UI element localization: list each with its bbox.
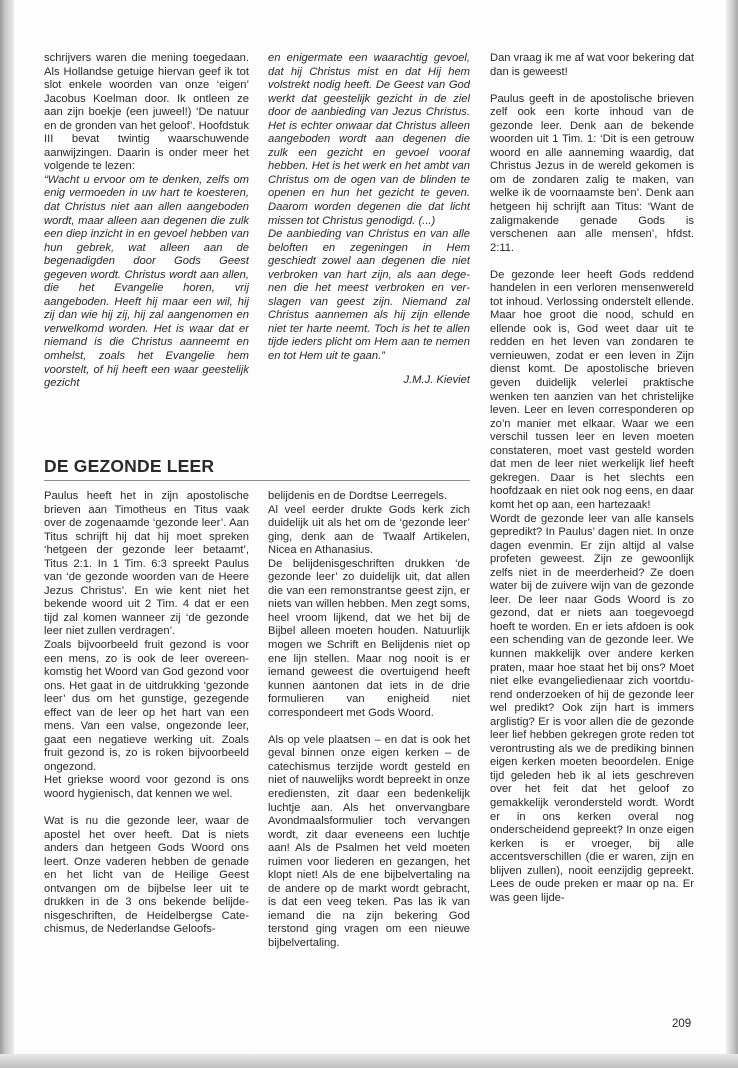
paragraph: Paulus heeft het in zijn apostolische brieven aan Timotheus en Titus vaak over de zogenaamde ‘gezonde leer’. Aan Titus schrijft hij dat hij moet spreken ‘hetgeen der gezonde leer betaamt’, Titus 2:1. In 1 Tim. 6:3 spreekt Paulus van ‘de gezonde woorden van de Heere Jezus Christus’. En wie kent niet het bekende woord uit 2 Tim. 4 dat er een tijd zal komen wanneer zij ‘de gezonde leer niet zullen verdragen’. <box>44 490 249 638</box>
quote-paragraph: “Wacht u ervoor om te denken, zelfs om enig vermoeden in uw hart te koesteren, dat Christus niet aan allen aangeboden wordt, maar alleen aan degenen die zulk een diep inzicht in en gevoel hebben van hun gebrek, wat alleen aan de begenadigden door Gods Geest gegeven wordt. Christus wordt aan allen, die het Evangelie horen, vrij aangeboden. Heeft hij maar een wil, hij zij dan wie hij zij, hij zal aangenomen en verwelkomd worden. Het is waar dat er niemand is die Christus aanneemt en omhelst, zoals het Evangelie hem voorstelt, of hij heeft een waar geestelijk gezicht <box>44 173 249 390</box>
paragraph: Paulus geeft in de apostolische brieven zelf ook een korte inhoud van de gezonde leer. Denk aan de bekende woorden uit 1 Tim. 1: ‘Dit is een getrouw woord en alle aanneming waardig, dat Christus Jezus in de wereld gekomen is om de zondaren zalig te maken, van welke ik de voornaamste ben’. Denk aan hetgeen hij schrijft aan Titus: ‘Want de zaligmakende genade Gods is verschenen aan alle mensen’, hfdst. 2:11. <box>490 92 694 254</box>
column-right <box>490 52 694 1012</box>
paragraph: Zoals bijvoorbeeld fruit gezond is voor een mens, zo is ook de leer overeenkomstig het Woord van God gezond voor ons. Het gaat in de uitdrukking ‘gezonde leer’ dus om het gunstige, gezegende effect van de leer op het hart van een mens. Van een valse, ongezonde leer, gaat een negatieve werking uit. Zoals fruit gezond is, zo is roken bijvoorbeeld ongezond. <box>44 639 249 773</box>
column-left-top <box>44 52 249 432</box>
paragraph: Wat is nu die gezonde leer, waar de apostel het over heeft. Dat is niets anders dan hetgeen Gods Woord ons leert. Onze vaderen hebben de genade en het licht van de Heilige Geest ontvangen om de bijbelse leer uit te drukken in de 3 ons bekende belijdenisgeschriften, de Heidelbergse Catechismus, de Nederlandse Geloofs- <box>44 815 249 936</box>
column-middle-bottom <box>268 490 470 1020</box>
paragraph: belijdenis en de Dordtse Leerregels. <box>268 490 448 502</box>
quote-paragraph: en enigermate een waarachtig gevoel, dat hij Christus mist en dat Hij hem volstrekt nodig heeft. De Geest van God werkt dat geestelijk gezicht in de ziel door de aanbieding van Jezus Christus. Het is echter onwaar dat Christus alleen aangeboden wordt aan degenen die zulk een gezicht en gevoel vooraf hebben. Het is het werk en het ambt van Christus om de ogen van de blinden te openen en hun het gezicht te geven. Daarom worden degenen die dat licht missen tot Christus genodigd. (...) <box>268 52 470 227</box>
paragraph: Al veel eerder drukte Gods kerk zich duidelijk uit als het om de ‘gezonde leer’ ging, denk aan de Twaalf Artikelen, Nicea en Athanasius. <box>268 503 470 557</box>
paragraph: Als op vele plaatsen – en dat is ook het geval binnen onze eigen kerken – de catechismus terzijde wordt gesteld en niet of nauwelijks wordt bepreekt in onze erediensten, zit daar een bedenkelijk luchtje aan. Als het onvervangbare Avondmaalsformulier toch vervangen wordt, zit daar eveneens een luchtje aan! Als de Psalmen het veld moeten ruimen voor liederen en gezangen, het klopt niet! Als de ene bijbelvertaling na de andere op de markt wordt gebracht, is dat een veeg teken. Pas las ik van iemand die na zijn bekering God terstond ging vragen om een nieuwe bijbelvertaling. <box>268 733 470 949</box>
paragraph: Wordt de gezonde leer van alle kansels gepredikt? In Paulus’ dagen niet. In onze dagen evenmin. Er zijn altijd al valse profeten geweest. Zijn ze gewoonlijk zelfs niet in de meerderheid? Ze doen water bij de zuivere wijn van de gezonde leer. De leer naar Gods Woord is zo gezond, dat er niets aan toegevoegd hoeft te worden. En er iets afdoen is ook een schending van de gezonde leer. We kunnen makkelijk over andere kerken praten, maar hoe staat het bij ons? Moet niet elke evangeliedienaar zich voortdurend onderzoeken of hij de gezonde leer wel predikt? Ook zijn hart is immers arglistig? Er is voor allen die de gezonde leer lief hebben gekregen grote reden tot verontrusting als we de prediking binnen eigen kerken moeten beoordelen. Enige tijd geleden heb ik al iets geschreven over het feit dat het geloof zo gemakkelijk verondersteld wordt. Wordt er in ons kerken overal nog onderscheidend gepreekt? In onze eigen kerken is er vroeger, bij alle accentsverschillen (die er waren, zijn en blijven zullen), nooit eenzijdig gepreekt. Lees de oude preken er maar op na. Er was geen lijde- <box>490 512 694 904</box>
page-number: 209 <box>672 1018 692 1030</box>
page-bottom-edge <box>0 1054 738 1068</box>
paragraph: De belijdenisgeschriften drukken ‘de gezonde leer’ zo duidelijk uit, dat allen die van een remonstrantse geest zijn, er niets van willen hebben. Men zegt soms, heel vroom lijkend, dat we het bij de Bijbel alleen moeten houden. Natuurlijk mogen we Schrift en Belijdenis niet op ene lijn stellen. Maar nog nooit is er iemand geweest die overtuigend heeft kunnen aantonen dat iets in de drie formulieren van enigheid niet correspondeert met Gods Woord. <box>268 557 470 719</box>
book-spine-shadow <box>0 0 14 1068</box>
column-middle-top <box>268 52 470 432</box>
paragraph: schrijvers waren die mening toegedaan. Als Hollandse getuige hiervan geef ik tot slot enkele woorden van onze ‘eigen’ Jacobus Koelman door. Ik ontleen ze aan zijn boekje (een juweel!) ‘De natuur en de gronden van het geloof’. Hoofdstuk III bevat twintig waarschuwende aanwijzingen. Daarin is onder meer het volgende te lezen: <box>44 52 249 173</box>
page-edge-shadow <box>726 0 738 1068</box>
column-left-bottom <box>44 490 249 1020</box>
section-heading: DE GEZONDE LEER <box>44 456 470 481</box>
paragraph: De gezonde leer heeft Gods reddend handelen in een verloren mensenwereld tot inhoud. Verlossing onderstelt ellende. Maar hoe groot die nood, schuld en ellende ook is, God weet daar uit te redden en het leven van zondaren te vernieuwen, zodat er een leven in Zijn dienst komt. De apostolische brieven geven duidelijk velerlei praktische wenken ten aanzien van het christelijke leven. Leer en leven corresponderen op zo’n manier met elkaar. Waar we een verschil tussen leer en leven moeten constateren, moet vast gesteld worden dat men de leer niet werkelijk lief heeft gekregen. Daar is het slechts een hoofdzaak en niet ook nog eens, en daar komt het op aan, een hartezaak! <box>490 268 694 511</box>
paragraph: Dan vraag ik me af wat voor bekering dat dan is geweest! <box>490 52 694 78</box>
author-signature: J.M.J. Kieviet <box>403 373 470 386</box>
quote-paragraph: De aanbieding van Christus en van alle beloften en zegeningen in Hem geschiedt zowel aan degenen die niet verbroken van hart zijn, als aan degenen die het meest verbroken en verslagen van geest zijn. Niemand zal Christus aannemen als hij zijn ellende niet ter harte neemt. Toch is het te allen tijde ieders plicht om Hem aan te nemen en tot Hem uit te gaan.” <box>268 228 470 363</box>
paragraph: Het griekse woord voor gezond is ons woord hygienisch, dat kennen we wel. <box>44 774 249 801</box>
